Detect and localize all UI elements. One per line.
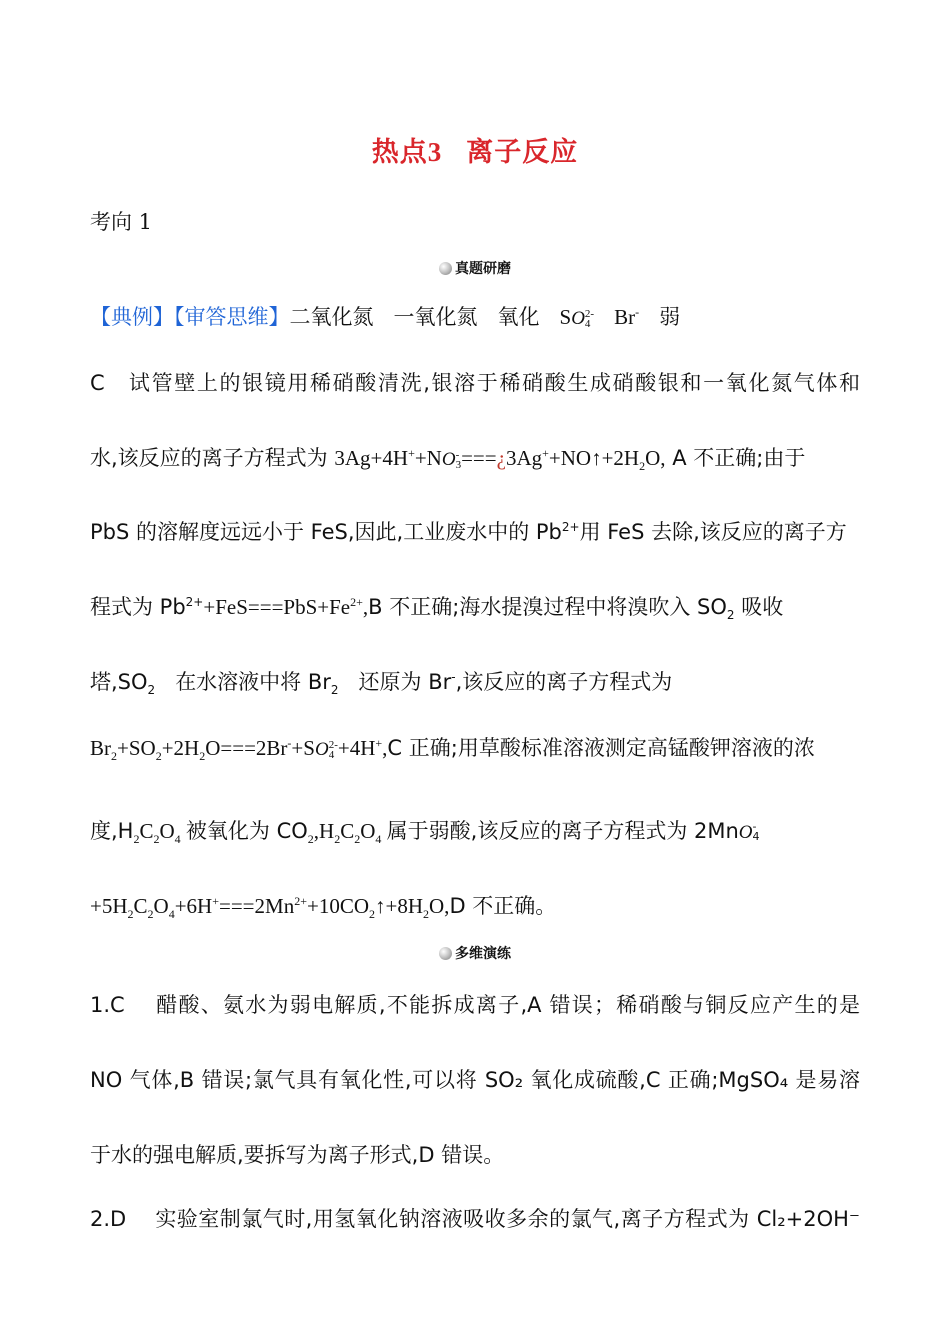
sulfate-formula: SO2- 4: [559, 305, 595, 331]
text-segment: 还原为 Br: [358, 670, 452, 694]
para-c-line-4: 程式为 $Pb^{2+}+FeS===PbS+Fe^{2+},B$ 不正确;海水提溴过程中将溴吹入 $SO_2$ 吸收: [90, 595, 784, 623]
text-segment: PbS 的溶解度远远小于 FeS,因此,工业废水中的 Pb: [90, 520, 562, 544]
bromide-formula: Br-: [614, 305, 640, 329]
para-c-line-6: [90, 733, 860, 765]
section-bullet-icon: [439, 262, 452, 275]
text-segment: ,该反应的离子方程式为: [455, 670, 673, 694]
text-segment: 用 FeS 去除,该反应的离子方: [579, 520, 847, 544]
section-zhenti-label: 真题研磨: [455, 261, 511, 277]
text-segment: 程式为 Pb: [90, 595, 186, 619]
section-duowei-label: 多维演练: [455, 946, 511, 962]
oxalic-formula: $_2,H_2C_2O_4$: [307, 819, 382, 847]
text-segment: D 不正确。: [449, 894, 557, 918]
answer-row: [90, 302, 860, 334]
para-c-line-7: 度$,H_2C_2O_4$ 被氧化为 $CO_2,H_2C_2O_4$ 属于弱酸,该反应的离子方程式为 2MnO- 4: [90, 819, 760, 847]
para-c-line-3: PbS 的溶解度远远小于 FeS,因此,工业废水中的 $Pb^{2+}$用 FeS 去除,该反应的离子方: [90, 520, 847, 544]
dianli-tag: 【典例】: [90, 305, 174, 329]
text-segment: C 正确;用草酸标准溶液测定高锰酸钾溶液的浓: [387, 736, 815, 760]
para-1-line-3: 于水的强电解质,要拆写为离子形式,D 错误。: [90, 1143, 505, 1167]
shenda-tag: 【审答思维】: [174, 305, 290, 329]
section-duowei: [0, 943, 950, 963]
para-c-line-2: [90, 443, 860, 475]
text-segment: 水,该反应的离子方程式为: [90, 446, 328, 470]
answer-term: 一氧化氮: [393, 305, 478, 329]
text-segment: B 不正确;海水提溴过程中将溴吹入 SO: [368, 595, 727, 619]
para-2-line-1: 2.D 实验室制氯气时,用氢氧化钠溶液吸收多余的氯气,离子方程式为 Cl₂+2OH⁻: [90, 1207, 860, 1231]
title-label: 热点: [371, 137, 428, 168]
answer-term: 二氧化氮: [289, 305, 374, 329]
answer-term: 氧化: [497, 305, 540, 329]
text-segment: 属于弱酸,该反应的离子方程式为 2Mn: [386, 819, 739, 843]
para-c-line-5: 塔$,SO_2$ 在水溶液中将 $Br_2$ 还原为 Br-,该反应的离子方程式为: [90, 670, 673, 698]
oxalic-formula: $_2C_2O_4$: [133, 819, 181, 847]
text-segment: 被氧化为 CO: [185, 819, 308, 843]
equation-ag: 3Ag+4H++NO- $3===¿3Ag^++NO↑+2H_2O$,: [334, 446, 666, 474]
answer-term: 弱: [659, 305, 681, 329]
text-segment: 塔,SO: [90, 670, 148, 694]
title-topic: 离子反应: [466, 137, 579, 168]
section-zhenti: [0, 258, 950, 278]
title-number: 3: [427, 137, 443, 167]
equation-br: $Br_2+SO_2+2H_2O===2Br^-+SO2-$ 4 +4H+,: [90, 736, 388, 764]
para-1-line-2: NO 气体,B 错误;氯气具有氧化性,可以将 SO₂ 氧化成硫酸,C 正确;MgSO₄ 是易溶: [90, 1068, 860, 1092]
section-bullet-icon: [439, 947, 452, 960]
para-c-line-1: C 试管壁上的银镜用稀硝酸清洗,银溶于稀硝酸生成硝酸银和一氧化氮气体和: [90, 371, 860, 395]
text-segment: A 不正确;由于: [672, 446, 806, 470]
page-title: [0, 130, 950, 169]
text-segment: 吸收: [741, 595, 784, 619]
kaoxiang-heading: 考向 1: [90, 210, 153, 234]
para-1-line-1: 1.C 醋酸、氨水为弱电解质,不能拆成离子,A 错误；稀硝酸与铜反应产生的是: [90, 993, 860, 1017]
para-c-line-8: [90, 891, 860, 921]
text-segment: 度,H: [90, 819, 134, 843]
equation-mn: $+5H_2C_2O_4+6H^+===2Mn^{2+}+10CO_2↑+8H_2O$,: [90, 894, 450, 922]
equation-pbs: $+FeS===PbS+Fe^{2+}$,: [203, 595, 369, 619]
text-segment: 在水溶液中将 Br: [175, 670, 331, 694]
